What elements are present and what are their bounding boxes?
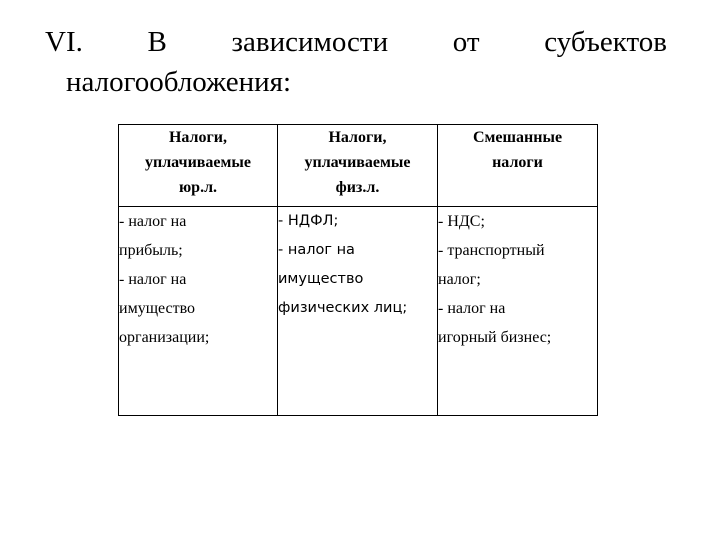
title-word: VI. xyxy=(45,26,83,58)
tax-classification-table xyxy=(118,124,598,416)
table-body-row xyxy=(119,207,598,416)
list-item: - НДС; xyxy=(438,213,485,230)
header-line: физ.л. xyxy=(335,179,380,196)
list-item: - налог на xyxy=(278,242,355,258)
header-line: Налоги, xyxy=(328,129,387,146)
header-line: уплачиваемые xyxy=(144,154,252,171)
header-individuals xyxy=(278,125,438,207)
legal-entities-taxes-cell xyxy=(119,207,278,416)
title-word: от xyxy=(452,26,480,58)
list-item: игорный бизнес; xyxy=(438,329,552,346)
header-line: налоги xyxy=(492,154,543,171)
list-item: физических лиц; xyxy=(278,300,408,316)
list-item: прибыль; xyxy=(119,242,183,259)
list-item: организации; xyxy=(119,329,210,346)
list-item: имущество xyxy=(278,271,364,287)
header-line: Смешанные xyxy=(472,129,563,146)
list-item: - НДФЛ; xyxy=(278,213,339,229)
title-word: В xyxy=(147,26,167,58)
header-line: уплачиваемые xyxy=(304,154,411,171)
list-item: - налог на xyxy=(438,300,506,317)
table-header-row xyxy=(119,125,598,207)
slide-title xyxy=(45,22,667,102)
list-item: - транспортный xyxy=(438,242,545,259)
list-item: - налог на xyxy=(119,271,187,288)
header-line: юр.л. xyxy=(178,179,218,196)
header-legal-entities xyxy=(119,125,278,207)
list-item: имущество xyxy=(119,300,196,317)
individuals-taxes-cell xyxy=(278,207,438,416)
title-line-1 xyxy=(45,22,667,62)
list-item: налог; xyxy=(438,271,481,288)
title-word: зависимости xyxy=(231,26,389,58)
list-item: - налог на xyxy=(119,213,187,230)
header-line: Налоги, xyxy=(168,129,228,146)
header-mixed-taxes xyxy=(438,125,598,207)
title-line-2: налогообложения: xyxy=(66,66,292,98)
mixed-taxes-cell xyxy=(438,207,598,416)
title-word: субъектов xyxy=(544,26,667,58)
